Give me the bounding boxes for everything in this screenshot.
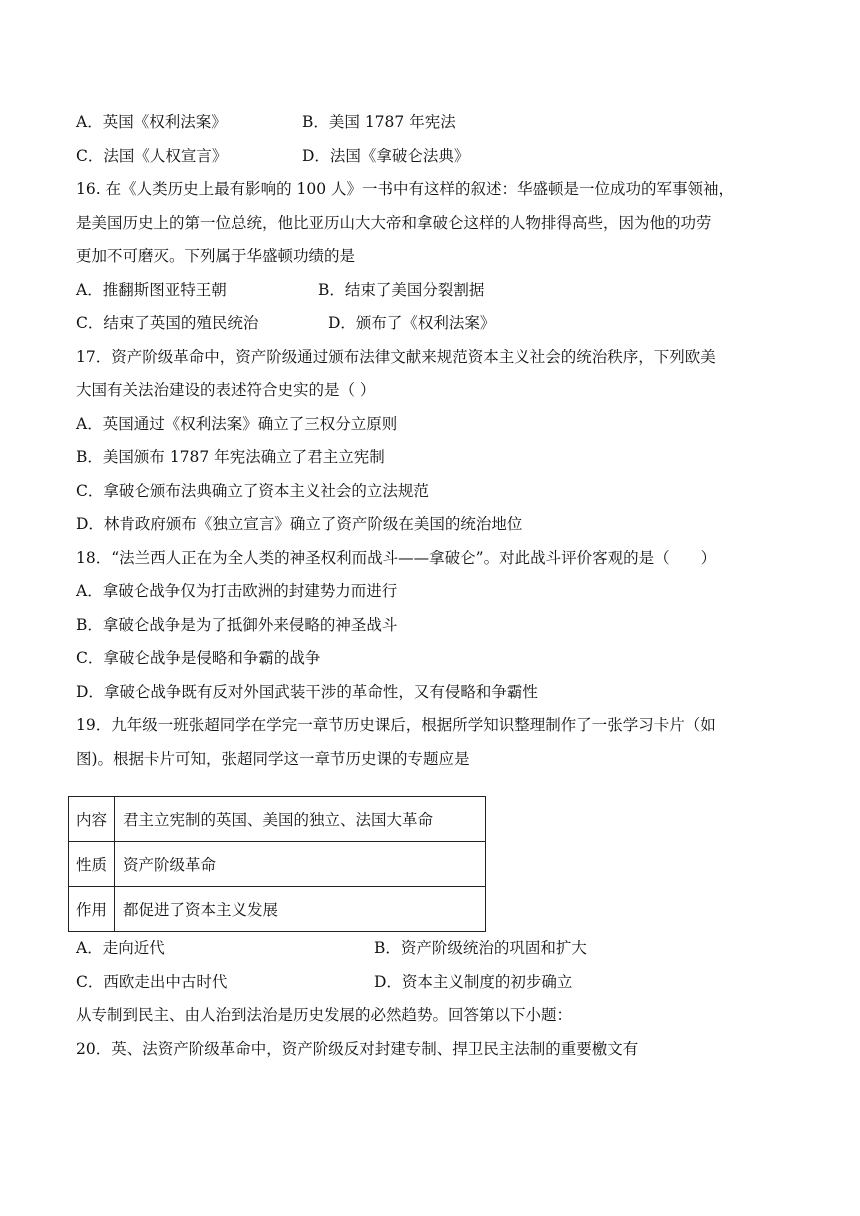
study-card-table xyxy=(68,796,486,932)
q16-stem-line: 更加不可磨灭。下列属于华盛顿功绩的是 xyxy=(76,247,356,265)
option-a: A．英国《权利法案》 xyxy=(76,113,227,131)
option-c: C．结束了英国的殖民统治 xyxy=(76,314,259,332)
option-c: C．西欧走出中古时代 xyxy=(76,972,228,991)
card-value: 君主立宪制的英国、美国的独立、法国大革命 xyxy=(115,797,486,842)
table-row xyxy=(69,842,486,887)
q18-option-d: D．拿破仑战争既有反对外国武装干涉的革命性，又有侵略和争霸性 xyxy=(76,682,538,701)
q15-option-row xyxy=(76,140,796,174)
q16-stem-line: 是美国历史上的第一位总统，他比亚历山大大帝和拿破仑这样的人物排得高些，因为他的功劳 xyxy=(76,213,712,232)
q17-option-c: C．拿破仑颁布法典确立了资本主义社会的立法规范 xyxy=(76,481,429,500)
card-key: 内容 xyxy=(69,797,115,842)
option-a: A．走向近代 xyxy=(76,939,165,957)
q18-stem: 18．“法兰西人正在为全人类的神圣权利而战斗——拿破仑”。对此战斗评价客观的是（ ） xyxy=(76,548,717,567)
option-b: B．结束了美国分裂割据 xyxy=(318,280,485,299)
option-b: B．美国 1787 年宪法 xyxy=(302,113,456,131)
q19-stem-line: 19．九年级一班张超同学在学完一章节历史课后，根据所学知识整理制作了一张学习卡片（如 xyxy=(76,716,716,734)
card-value: 资产阶级革命 xyxy=(115,842,486,887)
q19-stem-line: 图)。根据卡片可知，张超同学这一章节历史课的专题应是 xyxy=(76,749,470,768)
q18-option-c: C．拿破仑战争是侵略和争霸的战争 xyxy=(76,649,321,667)
q16-option-row xyxy=(76,274,796,308)
q19-option-row xyxy=(76,966,796,1000)
card-key: 性质 xyxy=(69,842,115,887)
q16-stem-line: 16. 在《人类历史上最有影响的 100 人》一书中有这样的叙述：华盛顿是一位成功的军事领袖， xyxy=(76,180,735,198)
q17-option-d: D．林肯政府颁布《独立宣言》确立了资产阶级在美国的统治地位 xyxy=(76,515,523,533)
q17-option-a: A．英国通过《权利法案》确立了三权分立原则 xyxy=(76,414,398,433)
option-c: C．法国《人权宣言》 xyxy=(76,146,228,165)
q18-option-a: A．拿破仑战争仅为打击欧洲的封建势力而进行 xyxy=(76,582,398,600)
q18-option-b: B．拿破仑战争是为了抵御外来侵略的神圣战斗 xyxy=(76,615,398,634)
q15-option-row xyxy=(76,106,796,140)
option-b: B．资产阶级统治的巩固和扩大 xyxy=(374,939,587,957)
option-d: D．法国《拿破仑法典》 xyxy=(302,146,470,165)
q16-option-row xyxy=(76,307,796,341)
q17-option-b: B．美国颁布 1787 年宪法确立了君主立宪制 xyxy=(76,448,385,466)
document-page xyxy=(76,106,796,1066)
table-row xyxy=(69,887,486,932)
option-a: A．推翻斯图亚特王朝 xyxy=(76,280,227,299)
q17-stem-line: 大国有关法治建设的表述符合史实的是（ ） xyxy=(76,381,376,399)
card-key: 作用 xyxy=(69,887,115,932)
option-d: D．颁布了《权利法案》 xyxy=(328,314,496,332)
option-d: D．资本主义制度的初步确立 xyxy=(374,972,573,991)
card-value: 都促进了资本主义发展 xyxy=(115,887,486,932)
q17-stem-line: 17．资产阶级革命中，资产阶级通过颁布法律文献来规范资本主义社会的统治秩序，下列欧美 xyxy=(76,347,716,366)
section-intro: 从专制到民主、由人治到法治是历史发展的必然趋势。回答第以下小题： xyxy=(76,1006,573,1024)
table-row xyxy=(69,797,486,842)
study-card xyxy=(76,796,796,932)
q20-stem: 20．英、法资产阶级革命中，资产阶级反对封建专制、捍卫民主法制的重要檄文有 xyxy=(76,1039,639,1058)
q19-option-row xyxy=(76,932,796,966)
